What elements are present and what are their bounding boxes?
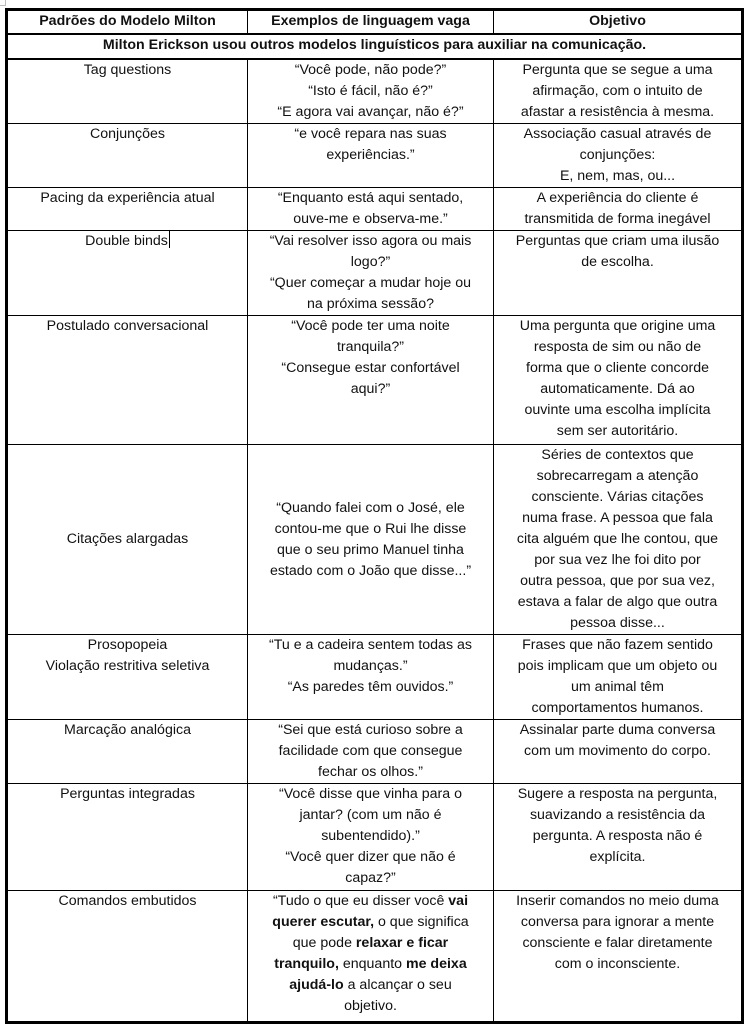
objective-line: por sua vez lhe foi dito por: [534, 552, 701, 568]
examples-cell: [248, 59, 494, 124]
pattern-cell: [7, 720, 248, 784]
example-line: fechar os olhos.”: [318, 764, 423, 780]
example-line: facilidade com que consegue: [278, 743, 463, 759]
objective-line: Uma pergunta que origine uma: [519, 318, 716, 334]
table-row: [7, 124, 743, 188]
table-row: [7, 188, 743, 231]
examples-cell: [248, 231, 494, 316]
header-examples: Exemplos de linguagem vaga: [248, 10, 494, 35]
objective-line: cita alguém que lhe contou, que: [516, 531, 719, 547]
pattern-name: Prosopopeia: [87, 637, 168, 653]
objective-line: Frases que não fazem sentido: [522, 637, 713, 653]
objective-line: E, nem, mas, ou...: [559, 168, 676, 184]
pattern-name: Marcação analógica: [64, 722, 191, 738]
text-cursor: [169, 231, 170, 248]
example-line: “E agora vai avançar, não é?”: [277, 104, 464, 120]
embedded-command-text: vai: [448, 893, 469, 909]
embedded-command-text: ajudá-lo: [289, 977, 344, 993]
objective-cell: [494, 316, 743, 445]
example-line: “Você pode, não pode?”: [294, 62, 447, 78]
example-text: o que significa: [374, 914, 469, 930]
examples-cell: [248, 635, 494, 720]
embedded-command-text: me deixa: [405, 956, 467, 972]
pattern-cell: [7, 316, 248, 445]
objective-line: automaticamente. Dá ao: [540, 381, 695, 397]
objective-line: Pergunta que se segue a uma: [522, 62, 713, 78]
objective-line: Séries de contextos que: [541, 447, 694, 463]
objective-line: pergunta. A resposta não é: [532, 828, 703, 844]
example-line: jantar? (com um não é: [299, 807, 442, 823]
objective-line: resposta de sim ou não de: [533, 339, 702, 355]
objective-cell: [494, 445, 743, 635]
pattern-cell: [7, 635, 248, 720]
example-text: “Tudo o que eu disser você: [272, 893, 449, 909]
header-patterns: Padrões do Modelo Milton: [7, 10, 248, 35]
example-line: “Você disse que vinha para o: [279, 786, 462, 802]
example-text: que pode: [292, 935, 356, 951]
pattern-name: Pacing da experiência atual: [40, 190, 215, 206]
examples-cell: [248, 891, 494, 1023]
objective-line: A experiência do cliente é: [536, 190, 699, 206]
pattern-cell: [7, 124, 248, 188]
pattern-name: Conjunções: [90, 126, 165, 142]
objective-line: consciente e falar diretamente: [522, 935, 713, 951]
pattern-cell: [7, 445, 248, 635]
embedded-command-text: relaxar e ficar: [355, 935, 449, 951]
examples-cell: [248, 784, 494, 891]
example-line: estado com o João que disse...”: [269, 562, 472, 579]
objective-line: pois implicam que um objeto ou: [517, 658, 718, 674]
example-text: a alcançar o seu: [343, 977, 452, 993]
examples-cell: [248, 445, 494, 635]
pattern-name: Violação restritiva seletiva: [45, 658, 210, 674]
objective-line: forma que o cliente concorde: [526, 360, 709, 376]
table-row: [7, 635, 743, 720]
intro-row: [7, 34, 743, 59]
objective-cell: [494, 231, 743, 316]
example-line: “Enquanto está aqui sentado,: [277, 190, 464, 206]
pattern-cell: [7, 59, 248, 124]
example-line: [252, 933, 489, 954]
table-row: [7, 445, 743, 635]
example-line: “Isto é fácil, não é?”: [308, 83, 433, 99]
example-line: “e você repara nas suas: [294, 126, 447, 142]
objective-cell: [494, 635, 743, 720]
objective-line: um animal têm: [570, 679, 665, 695]
objective-line: de escolha.: [581, 254, 654, 270]
objective-line: pessoa disse...: [570, 615, 665, 631]
examples-cell: [248, 188, 494, 231]
objective-line: estava a falar de algo que outra: [517, 594, 718, 610]
pattern-name: Postulado conversacional: [46, 318, 209, 334]
header-objective: Objetivo: [494, 10, 743, 35]
objective-line: explícita.: [589, 849, 646, 865]
objective-cell: [494, 59, 743, 124]
objective-line: suavizando a resistência da: [529, 807, 706, 823]
objective-line: comportamentos humanos.: [531, 700, 704, 716]
pattern-cell: [7, 891, 248, 1023]
example-line: na próxima sessão?: [307, 296, 434, 312]
table-row: [7, 231, 743, 316]
objective-line: sem ser autoritário.: [556, 423, 679, 439]
pattern-cell: [7, 231, 248, 316]
objective-line: afastar a resistência à mesma.: [520, 104, 715, 120]
pattern-name: Perguntas integradas: [60, 786, 195, 802]
milton-model-table: [5, 8, 744, 1024]
example-line: “Vai resolver isso agora ou mais: [269, 233, 472, 249]
intro-text: Milton Erickson usou outros modelos linguísticos para auxiliar na comunicação.: [7, 34, 743, 59]
objective-cell: [494, 188, 743, 231]
example-line: [252, 954, 489, 975]
objective-line: consciente. Várias citações: [531, 489, 704, 505]
example-line: logo?”: [350, 254, 391, 270]
objective-line: com o inconsciente.: [554, 956, 681, 972]
example-line: aqui?”: [350, 381, 391, 397]
embedded-command-text: querer escutar,: [272, 914, 375, 930]
example-line: [252, 891, 489, 912]
table-move-handle[interactable]: [0, 0, 6, 6]
objective-cell: [494, 784, 743, 891]
examples-cell: [248, 124, 494, 188]
pattern-cell: [7, 188, 248, 231]
objective-cell: [494, 124, 743, 188]
pattern-cell: [7, 784, 248, 891]
pattern-name: Citações alargadas: [66, 531, 189, 547]
table-row: [7, 720, 743, 784]
objective-line: transmitida de forma inegável: [524, 211, 711, 227]
pattern-name: Double binds: [85, 233, 168, 249]
pattern-name: Tag questions: [83, 62, 172, 78]
examples-cell: [248, 720, 494, 784]
examples-cell: [248, 316, 494, 445]
objective-line: Assinalar parte duma conversa: [519, 722, 716, 738]
example-line: “As paredes têm ouvidos.”: [287, 679, 454, 695]
objective-line: outra pessoa, que por sua vez,: [520, 573, 715, 589]
objective-cell: [494, 720, 743, 784]
objective-line: Associação casual através de: [523, 126, 712, 142]
example-line: “Quando falei com o José, ele: [276, 499, 465, 516]
example-text: enquanto: [338, 956, 406, 972]
example-line: experiências.”: [326, 147, 415, 163]
example-line: [252, 975, 489, 996]
example-line: mudanças.”: [333, 658, 408, 674]
objective-line: Perguntas que criam uma ilusão: [515, 233, 720, 249]
header-row: [7, 10, 743, 35]
table-row: [7, 891, 743, 1023]
example-line: capaz?”: [345, 870, 396, 886]
objective-line: ouvinte uma escolha implícita: [524, 402, 711, 418]
pattern-name: Comandos embutidos: [58, 893, 197, 909]
example-line: ouve-me e observa-me.”: [293, 211, 448, 227]
objective-line: conjunções:: [579, 147, 656, 163]
table-row: [7, 784, 743, 891]
objective-line: sobrecarregam a atenção: [536, 468, 699, 484]
example-line: [252, 912, 489, 933]
example-line: que o seu primo Manuel tinha: [277, 541, 464, 558]
example-line: “Você pode ter uma noite: [291, 318, 450, 334]
objective-line: Sugere a resposta na pergunta,: [517, 786, 718, 802]
example-line: subentendido).”: [321, 828, 420, 844]
objective-line: conversa para ignorar a mente: [520, 914, 715, 930]
example-line: “Sei que está curioso sobre a: [278, 722, 463, 738]
objective-line: com um movimento do corpo.: [524, 743, 711, 759]
embedded-command-text: tranquilo,: [274, 956, 339, 972]
example-line: “Tu e a cadeira sentem todas as: [269, 637, 472, 653]
example-line: “Você quer dizer que não é: [285, 849, 456, 865]
objective-cell: [494, 891, 743, 1023]
example-line: “Quer começar a mudar hoje ou: [269, 275, 472, 291]
objective-line: Inserir comandos no meio duma: [516, 893, 719, 909]
example-line: tranquila?”: [336, 339, 405, 355]
objective-line: numa frase. A pessoa que fala: [522, 510, 713, 526]
example-line: [252, 996, 489, 1017]
objective-line: afirmação, com o intuito de: [532, 83, 703, 99]
table-row: [7, 59, 743, 124]
example-line: contou-me que o Rui lhe disse: [274, 520, 467, 537]
table-row: [7, 316, 743, 445]
example-line: “Consegue estar confortável: [281, 360, 460, 376]
example-text: objetivo.: [344, 998, 397, 1014]
